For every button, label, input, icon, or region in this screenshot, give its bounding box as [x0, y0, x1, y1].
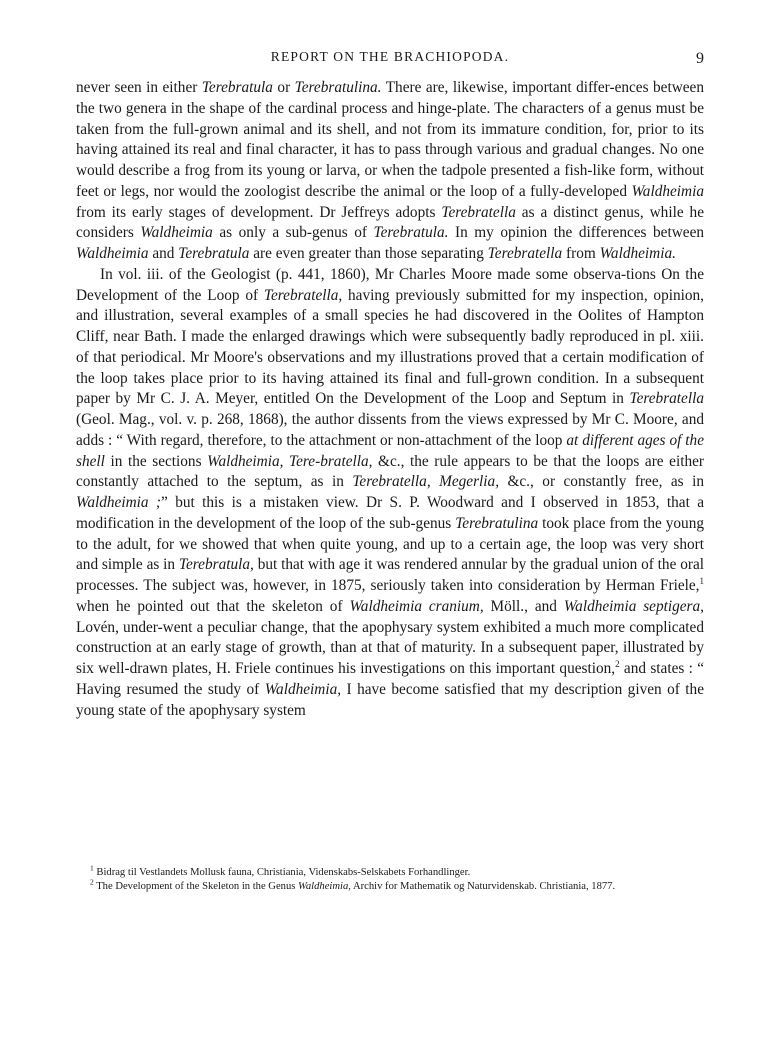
genus-name: Waldheimia [76, 245, 149, 262]
page-number: 9 [696, 50, 704, 67]
text-run: in the sections [104, 452, 208, 470]
running-title: REPORT ON THE BRACHIOPODA. [270, 49, 510, 64]
text-run: as only a sub-genus of [212, 224, 374, 242]
running-head [76, 46, 704, 68]
text-run: took place from the young to the adult, for we showed that when quite young, and up to a certain age, the loop was very short and simple as in [76, 514, 704, 574]
text-run: or [272, 79, 295, 96]
genus-name: Terebratula, [178, 556, 254, 574]
text-run: There are, likewise, important differ-ences between the two genera in the shape of the cardinal process and hinge-plate. The characters of a genus must be taken from the full-grown animal and its shell, and not from its immature condition, for, prior to its having attained its real and final character, it has to pass through various and gradual changes. No one would describe a frog from its young or larva, or when the tadpole presented a fish-like form, without feet or legs, nor would the zoologist describe the animal or the loop of a fully-developed [76, 79, 704, 200]
paragraph-2 [76, 265, 704, 722]
text-run: In vol. iii. of the Geologist (p. 441, 1860), Mr Charles Moore made some observa-tions On the Development of the Loop of [76, 265, 704, 304]
footnote-mark-2: 2 [90, 877, 94, 887]
text-run: ” but this is a mistaken view. Dr S. P. Woodward and I observed in 1853, that a modification in the development of the loop of the sub-genus [76, 494, 705, 532]
genus-name: Terebratulina. [294, 79, 382, 96]
genus-name: Terebratella, [263, 286, 343, 304]
genus-name: Terebratella, Megerlia, [352, 473, 500, 491]
footnote-text: Archiv for Mathematik og Naturvidenskab. Christiania, 1877. [350, 881, 616, 892]
text-run: Möll., and [483, 597, 564, 615]
text-run: &c., the rule appears to be that the loops are either constantly attached to the septum, as in [76, 452, 704, 491]
genus-name: Terebratella [441, 203, 516, 221]
footnote-text: The Development of the Skeleton in the Genus [93, 881, 299, 892]
text-run: from [562, 245, 600, 262]
text-run: when he pointed out that the skeleton of [76, 597, 350, 615]
genus-name: Waldheimia, [298, 881, 351, 892]
genus-name: Terebratulina [455, 514, 539, 532]
text-run: as a distinct genus, while he considers [76, 203, 704, 242]
body-text [76, 78, 704, 721]
footnote-text: Bidrag til Vestlandets Mollusk fauna, Christiania, Videnskabs-Selskabets Forhandlinger. [93, 867, 471, 878]
genus-name: Terebratula [178, 245, 250, 262]
genus-name: Terebratula [201, 79, 273, 96]
genus-name: Terebratula. [373, 224, 449, 242]
text-run: (Geol. Mag., vol. v. p. 268, 1868), the author dissents from the views expressed by Mr C. Moore, and adds : “ With regard, therefore, to the attachment or non-attachment of the loop [76, 411, 704, 449]
text-run: In my opinion the differences between [448, 224, 705, 242]
text-run: Lovén, under-went a peculiar change, that the apophysary system exhibited a much more complicated construction at an early stage of growth, than at that of maturity. In a subsequent paper, illustrated by six well-drawn plates, H. Friele continues his investigations on this important question, [76, 618, 704, 677]
footnote-1 [76, 863, 704, 880]
species-name: Waldheimia septigera, [563, 597, 704, 615]
text-run: from its early stages of development. Dr Jeffreys adopts [76, 203, 442, 221]
genus-name: Waldheimia [631, 182, 704, 200]
text-run: and [148, 245, 179, 262]
genus-name: Waldheimia [140, 224, 213, 242]
text-run: I have become satisfied that my description given of the young state of the apophysary system [76, 680, 704, 719]
genus-name: Waldheimia, [264, 680, 342, 698]
footnotes [76, 863, 704, 894]
paragraph-1 [76, 78, 704, 265]
genus-name: Terebratella [487, 245, 563, 262]
footnote-mark-1: 1 [90, 863, 94, 873]
text-run: &c., or constantly free, as in [499, 473, 705, 491]
genus-name: Waldheimia ; [76, 494, 162, 511]
text-run: but that with age it was rendered annular by the gradual union of the oral processes. The subject was, however, in 1875, seriously taken into consideration by Herman Friele, [76, 556, 704, 594]
text-run: having previously submitted for my inspection, opinion, and illustration, several examples of a small species he had discovered in the Oolites of Hampton Cliff, near Bath. I made the enlarged drawings which were subsequently badly reproduced in pl. xiii. of that periodical. Mr Moore's observations and my illustrations proved that a certain modification of the loop takes place prior to its having attained its final and full-grown condition. In a subsequent paper by Mr C. J. A. Meyer, entitled On the Development of the Loop and Septum in [76, 286, 705, 408]
emphasis: at different ages of the shell [76, 431, 704, 470]
text-run: are even greater than those separating [249, 245, 488, 262]
footnote-2 [76, 877, 704, 894]
text-run: never seen in either [76, 79, 202, 96]
footnote-ref-2: 2 [615, 658, 620, 669]
genus-name: Terebratella [629, 390, 704, 408]
genus-name: Waldheimia, Tere-bratella, [207, 452, 373, 470]
text-run: and states : “ Having resumed the study of [76, 660, 704, 698]
species-name: Waldheimia cranium, [349, 597, 484, 615]
genus-name: Waldheimia. [599, 245, 676, 262]
footnote-ref-1: 1 [699, 575, 704, 586]
